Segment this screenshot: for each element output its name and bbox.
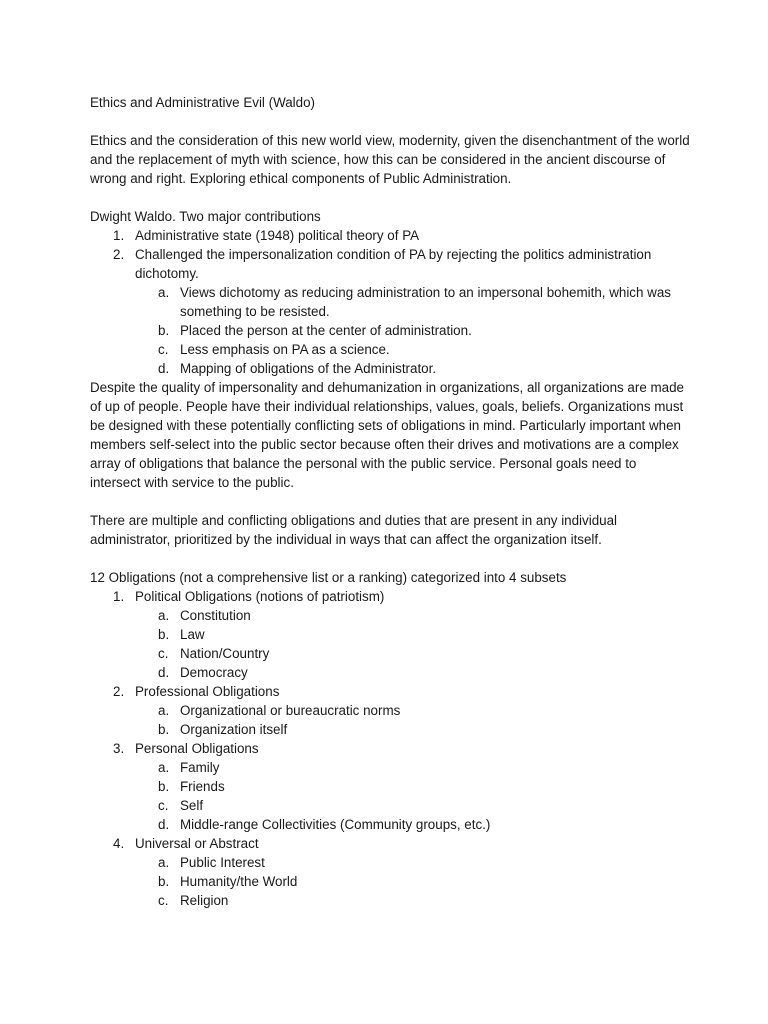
list-marker: 2. bbox=[113, 684, 125, 699]
obligation-item bbox=[90, 796, 690, 815]
body-paragraph: Despite the quality of impersonality and dehumanization in organizations, all organizations are made of up of people. People have their individual relationships, values, goals, beliefs. Organizations must be designed with these potentially conflicting sets of obligations in mind. Particularly important when members self-select into the public sector because often their drives and motivations are a complex array of obligations that balance the personal with the public service. Personal goals need to intersect with service to the public. bbox=[90, 380, 685, 490]
list-marker: b. bbox=[158, 627, 170, 642]
obligations-list bbox=[90, 587, 690, 910]
obligation-group bbox=[90, 682, 690, 701]
sub-list-item bbox=[90, 340, 690, 359]
obligations-heading: 12 Obligations (not a comprehensive list or a ranking) categorized into 4 subsets bbox=[90, 570, 567, 585]
obligation-item bbox=[90, 853, 690, 872]
obligation-group bbox=[90, 834, 690, 853]
body-paragraph: There are multiple and conflicting obligations and duties that are present in any individual administrator, prioritized by the individual in ways that can affect the organization itself. bbox=[90, 513, 618, 547]
list-marker: c. bbox=[158, 893, 169, 908]
list-marker: a. bbox=[158, 855, 170, 870]
list-item-text: Public Interest bbox=[180, 855, 265, 870]
list-item-text: Less emphasis on PA as a science. bbox=[180, 342, 390, 357]
list-marker: 2. bbox=[113, 247, 125, 262]
list-marker: c. bbox=[158, 798, 169, 813]
obligation-group bbox=[90, 739, 690, 758]
list-item-text: Placed the person at the center of administration. bbox=[180, 323, 472, 338]
obligation-item bbox=[90, 891, 690, 910]
obligation-item bbox=[90, 606, 690, 625]
list-marker: c. bbox=[158, 646, 169, 661]
sub-list-item bbox=[90, 359, 690, 378]
list-item-text: Nation/Country bbox=[180, 646, 270, 661]
list-item-text: Organizational or bureaucratic norms bbox=[180, 703, 401, 718]
list-item-text: Views dichotomy as reducing administration to an impersonal bohemith, which was something to be resisted. bbox=[180, 285, 671, 319]
list-marker: a. bbox=[158, 285, 170, 300]
obligation-item bbox=[90, 777, 690, 796]
list-item-text: Law bbox=[180, 627, 205, 642]
list-marker: d. bbox=[158, 817, 170, 832]
list-marker: 3. bbox=[113, 741, 125, 756]
list-item-text: Professional Obligations bbox=[135, 684, 280, 699]
waldo-heading: Dwight Waldo. Two major contributions bbox=[90, 209, 321, 224]
obligation-item bbox=[90, 644, 690, 663]
obligation-item bbox=[90, 663, 690, 682]
obligation-item bbox=[90, 720, 690, 739]
list-item-text: Humanity/the World bbox=[180, 874, 298, 889]
list-marker: d. bbox=[158, 361, 170, 376]
list-marker: d. bbox=[158, 665, 170, 680]
list-item-text: Political Obligations (notions of patriotism) bbox=[135, 589, 385, 604]
list-marker: c. bbox=[158, 342, 169, 357]
list-marker: b. bbox=[158, 874, 170, 889]
obligation-item bbox=[90, 625, 690, 644]
sub-list-item bbox=[90, 321, 690, 340]
list-item bbox=[90, 226, 690, 245]
obligation-item bbox=[90, 758, 690, 777]
page-title: Ethics and Administrative Evil (Waldo) bbox=[90, 95, 315, 110]
obligation-item bbox=[90, 872, 690, 891]
list-marker: b. bbox=[158, 323, 170, 338]
list-marker: 1. bbox=[113, 589, 125, 604]
list-marker: a. bbox=[158, 703, 170, 718]
list-marker: a. bbox=[158, 760, 170, 775]
list-marker: 4. bbox=[113, 836, 125, 851]
list-item-text: Constitution bbox=[180, 608, 251, 623]
list-item-text: Religion bbox=[180, 893, 229, 908]
list-item-text: Mapping of obligations of the Administrator. bbox=[180, 361, 437, 376]
list-marker: b. bbox=[158, 722, 170, 737]
list-item-text: Challenged the impersonalization condition of PA by rejecting the politics administration dichotomy. bbox=[135, 247, 652, 281]
list-item-text: Friends bbox=[180, 779, 225, 794]
list-item-text: Administrative state (1948) political theory of PA bbox=[135, 228, 420, 243]
list-item bbox=[90, 245, 690, 283]
list-item-text: Democracy bbox=[180, 665, 248, 680]
list-marker: 1. bbox=[113, 228, 125, 243]
obligation-item bbox=[90, 815, 690, 834]
sub-list-item bbox=[90, 283, 690, 321]
list-item-text: Middle-range Collectivities (Community groups, etc.) bbox=[180, 817, 491, 832]
document-body bbox=[90, 93, 690, 910]
list-item-text: Universal or Abstract bbox=[135, 836, 259, 851]
list-item-text: Self bbox=[180, 798, 204, 813]
list-item-text: Organization itself bbox=[180, 722, 288, 737]
intro-paragraph: Ethics and the consideration of this new world view, modernity, given the disenchantment of the world and the replacement of myth with science, how this can be considered in the ancient discourse of wrong and right. Exploring ethical components of Public Administration. bbox=[90, 133, 690, 186]
list-item-text: Personal Obligations bbox=[135, 741, 259, 756]
list-marker: b. bbox=[158, 779, 170, 794]
list-item-text: Family bbox=[180, 760, 220, 775]
list-marker: a. bbox=[158, 608, 170, 623]
obligation-group bbox=[90, 587, 690, 606]
obligation-item bbox=[90, 701, 690, 720]
